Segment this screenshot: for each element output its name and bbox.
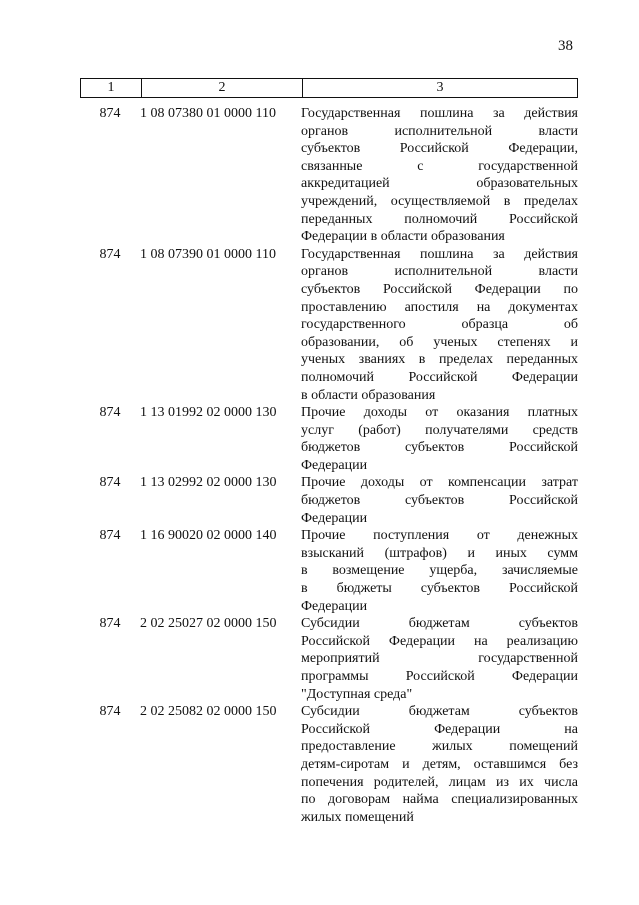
revenue-name-line: переданных полномочий Российской bbox=[301, 211, 578, 227]
revenue-name-line: в области образования bbox=[301, 387, 436, 403]
revenue-name-line: Прочие доходы от компенсации затрат bbox=[301, 475, 578, 491]
revenue-name-line: Субсидии бюджетам субъектов bbox=[301, 616, 578, 632]
revenue-name-line: проставлению апостиля на документах bbox=[301, 299, 578, 315]
revenue-name-line: Прочие поступления от денежных bbox=[301, 528, 578, 544]
revenue-name-line: образовании, об ученых степенях и bbox=[301, 334, 578, 350]
budget-classification-code: 1 13 02992 02 0000 130 bbox=[140, 475, 277, 491]
revenue-name-line: Федерации bbox=[301, 598, 368, 614]
revenue-name-line: мероприятий государственной bbox=[301, 651, 578, 667]
budget-classification-code: 1 08 07380 01 0000 110 bbox=[140, 106, 276, 121]
revenue-name-line: Российской Федерации на bbox=[301, 721, 578, 737]
admin-code: 874 bbox=[99, 405, 121, 421]
revenue-name-line: бюджетов субъектов Российской bbox=[301, 493, 578, 509]
budget-classification-code: 2 02 25027 02 0000 150 bbox=[140, 616, 277, 632]
table-row bbox=[80, 105, 578, 246]
revenue-name-line: органов исполнительной власти bbox=[301, 123, 578, 139]
header-col-3: 3 bbox=[303, 79, 578, 98]
revenue-name-line: предоставление жилых помещений bbox=[301, 739, 578, 755]
budget-classification-code: 1 16 90020 02 0000 140 bbox=[140, 528, 277, 544]
revenue-name bbox=[300, 615, 578, 703]
revenue-name-line: субъектов Российской Федерации по bbox=[301, 281, 578, 297]
revenue-name-line: Государственная пошлина за действия bbox=[301, 246, 578, 262]
table-row bbox=[80, 404, 578, 474]
revenue-name-line: детям-сиротам и детям, оставшимся без bbox=[301, 756, 578, 772]
revenue-name-line: бюджетов субъектов Российской bbox=[301, 440, 578, 456]
revenue-name-line: Федерации в области образования bbox=[301, 229, 505, 245]
table-row bbox=[80, 703, 578, 826]
revenue-name-line: органов исполнительной власти bbox=[301, 264, 578, 280]
revenue-name-line: учреждений, осуществляемой в пределах bbox=[301, 193, 578, 209]
revenue-name-line: Российской Федерации на реализацию bbox=[301, 633, 578, 649]
revenue-name bbox=[300, 105, 578, 246]
revenue-name bbox=[300, 703, 578, 826]
admin-code: 874 bbox=[99, 246, 121, 262]
table-row bbox=[80, 615, 578, 703]
revenue-name-line: услуг (работ) получателями средств bbox=[301, 422, 578, 438]
budget-classification-code: 1 08 07390 01 0000 110 bbox=[140, 246, 276, 262]
revenue-name-line: субъектов Российской Федерации, bbox=[301, 141, 578, 157]
budget-classification-code: 1 13 01992 02 0000 130 bbox=[140, 405, 277, 421]
revenue-name-line: в возмещение ущерба, зачисляемые bbox=[301, 563, 578, 579]
budget-classification-code: 2 02 25082 02 0000 150 bbox=[140, 704, 277, 720]
revenue-name-line: программы Российской Федерации bbox=[301, 669, 578, 684]
revenue-name-line: связанные с государственной bbox=[301, 158, 578, 174]
header-row bbox=[81, 79, 578, 98]
revenue-name bbox=[300, 404, 578, 474]
table-header bbox=[80, 78, 578, 98]
revenue-name-line: по договорам найма специализированных bbox=[301, 792, 578, 808]
table-row bbox=[80, 246, 578, 404]
revenue-name-line: Прочие доходы от оказания платных bbox=[301, 405, 578, 421]
table-row bbox=[80, 527, 578, 615]
revenue-name-line: аккредитацией образовательных bbox=[301, 176, 578, 192]
revenue-name bbox=[300, 474, 578, 527]
admin-code: 874 bbox=[99, 106, 121, 121]
revenue-name-line: Федерации bbox=[301, 510, 368, 526]
admin-code: 874 bbox=[99, 616, 121, 632]
table-row bbox=[80, 474, 578, 527]
admin-code: 874 bbox=[99, 475, 121, 491]
admin-code: 874 bbox=[99, 704, 121, 720]
revenue-name-line: государственного образца об bbox=[301, 317, 578, 333]
revenue-name-line: Субсидии бюджетам субъектов bbox=[301, 704, 578, 720]
revenue-name-line: ученых званиях в пределах переданных bbox=[301, 352, 578, 368]
admin-code: 874 bbox=[99, 528, 121, 544]
revenue-name-line: жилых помещений bbox=[301, 809, 414, 825]
revenue-name-line: полномочий Российской Федерации bbox=[301, 369, 578, 385]
revenue-name-line: попечения родителей, лицам из их числа bbox=[301, 774, 578, 790]
revenue-name-line: "Доступная среда" bbox=[301, 686, 413, 702]
header-col-2: 2 bbox=[142, 79, 303, 98]
header-col-1: 1 bbox=[81, 79, 142, 98]
revenue-name-line: Федерации bbox=[301, 457, 368, 473]
revenue-name-line: в бюджеты субъектов Российской bbox=[301, 581, 578, 597]
revenue-name bbox=[300, 246, 578, 404]
revenue-name-line: Государственная пошлина за действия bbox=[301, 106, 578, 121]
table-body bbox=[80, 105, 578, 826]
page-number: 38 bbox=[558, 38, 573, 54]
revenue-name-line: взысканий (штрафов) и иных сумм bbox=[301, 545, 578, 561]
revenue-name bbox=[300, 527, 578, 615]
